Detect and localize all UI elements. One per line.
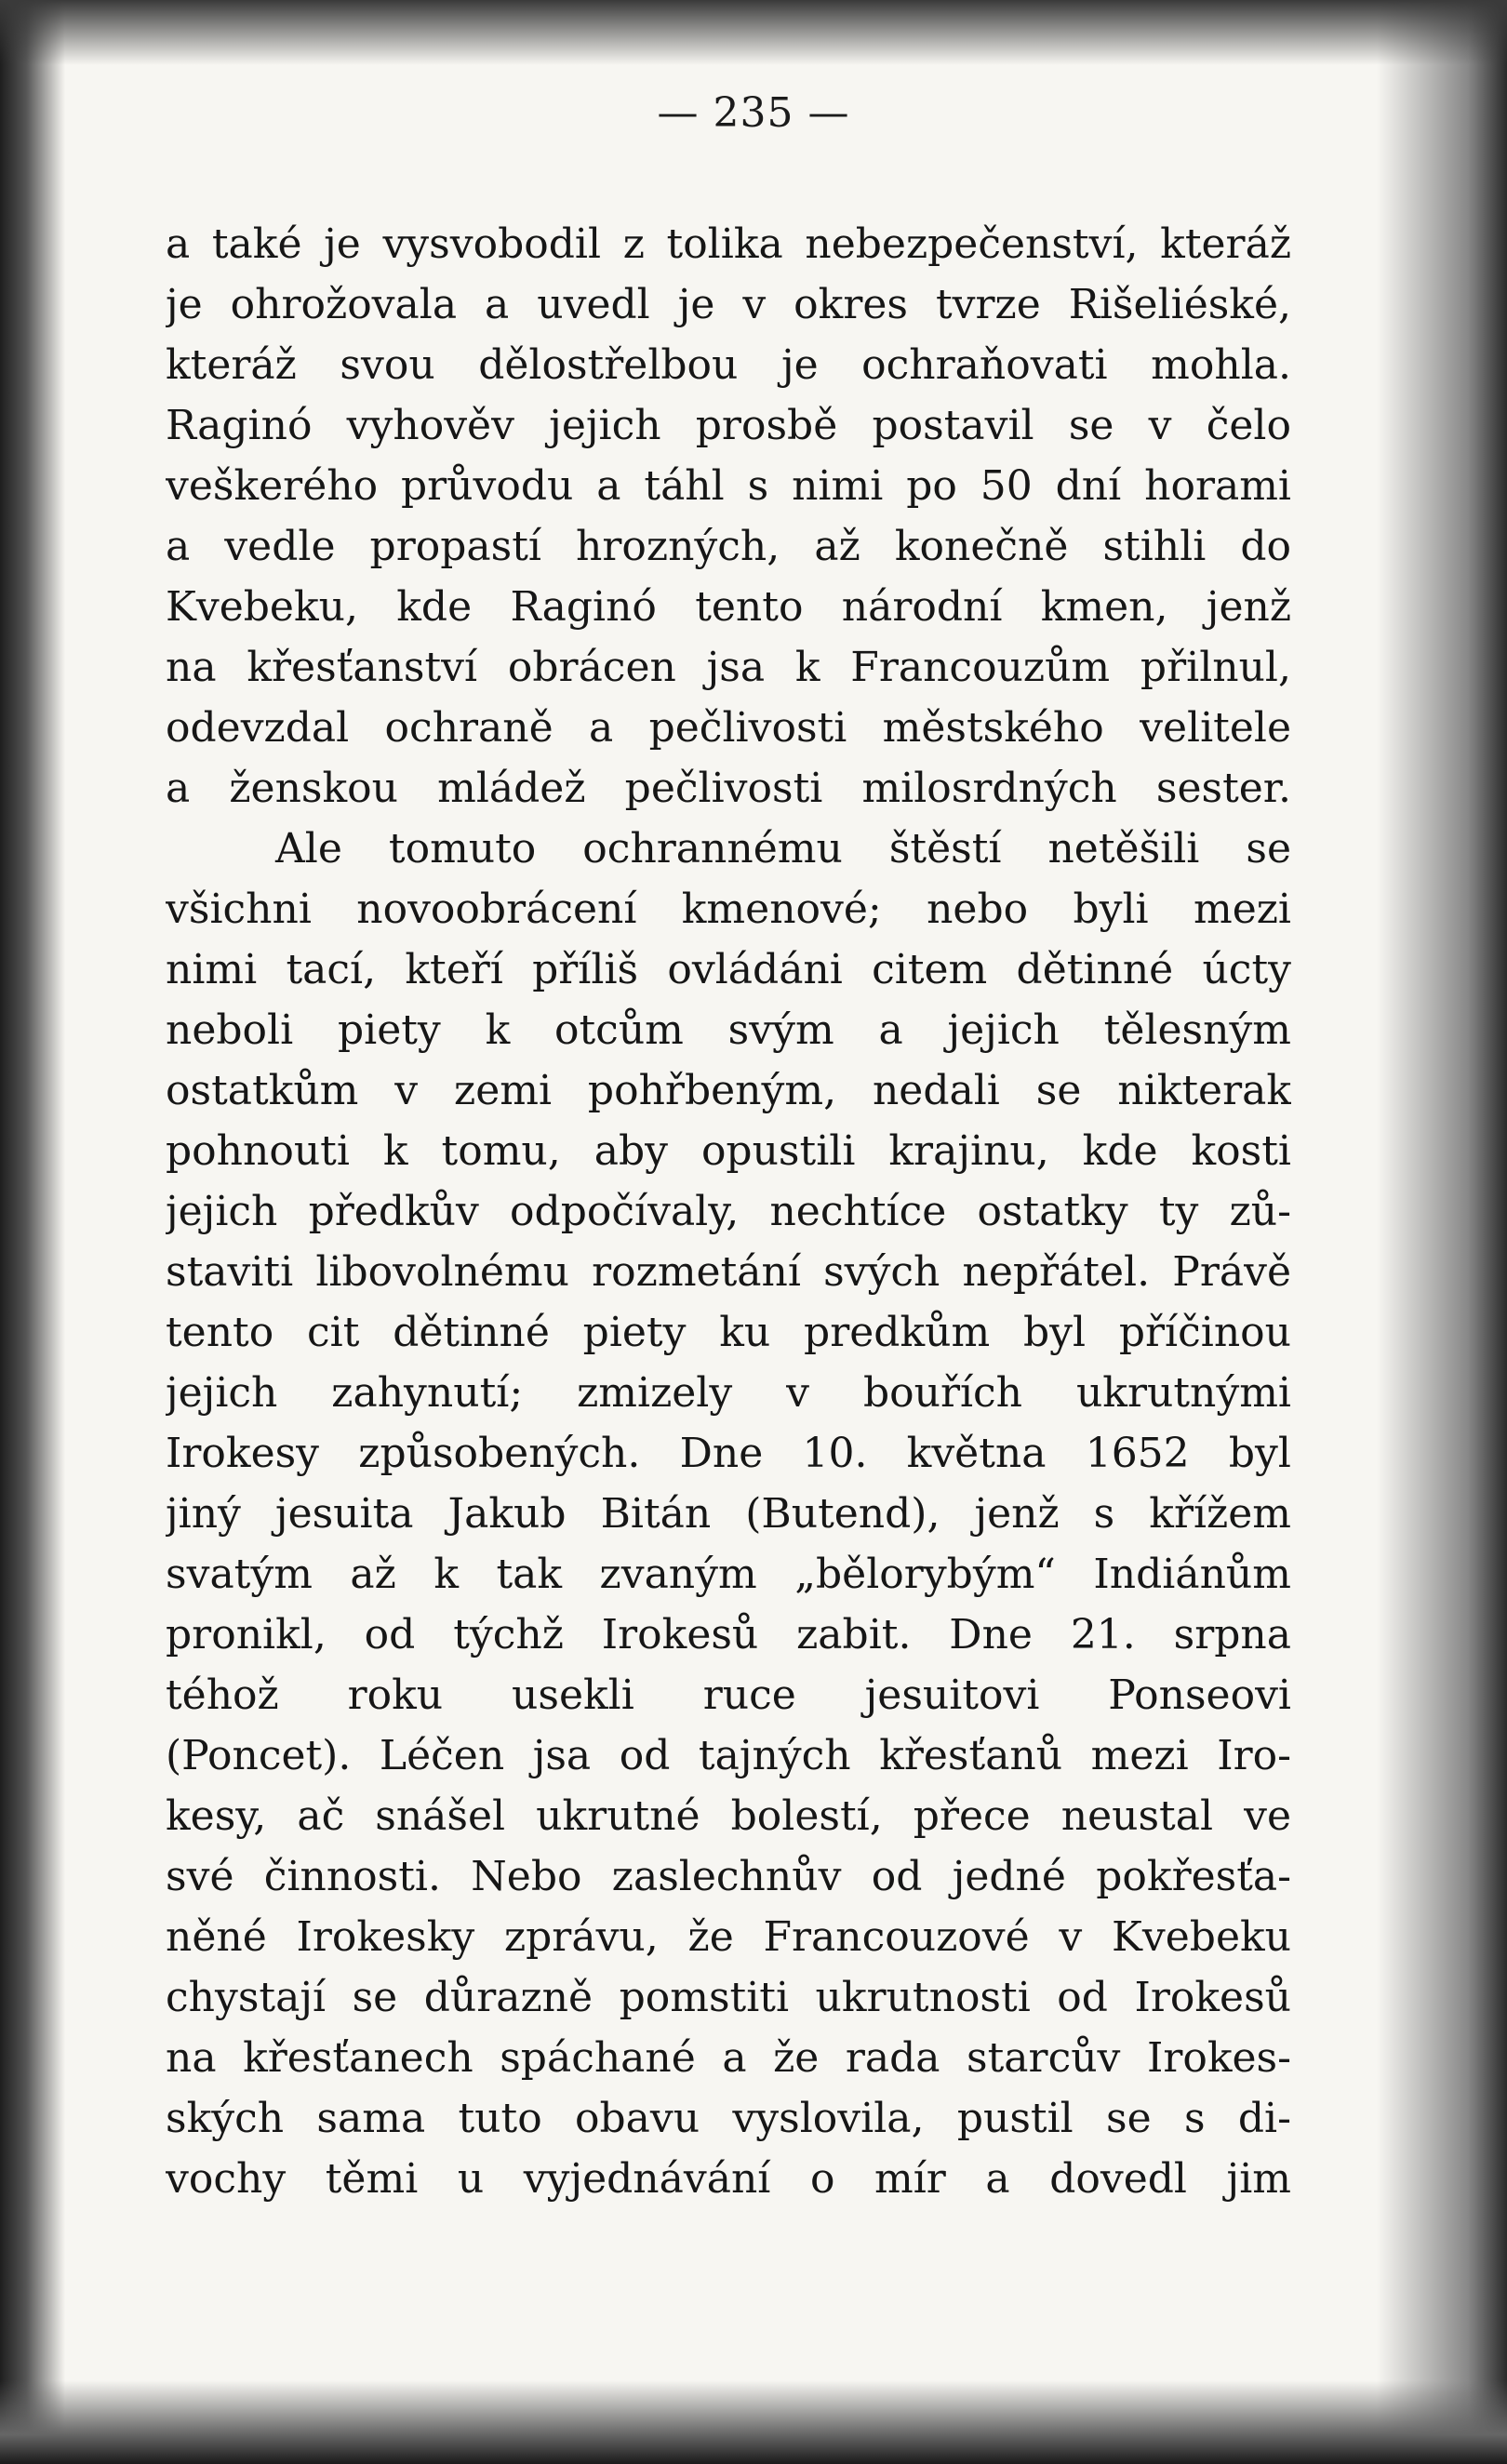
scan-edge-right [1377,0,1507,2464]
text-line: pohnouti k tomu, aby opustili krajinu, kde kosti [166,1127,1291,1175]
text-line: veškerého průvodu a táhl s nimi po 50 dní horami [166,462,1291,510]
text-line: odevzdal ochraně a pečlivosti městského velitele [166,704,1291,752]
text-line: a vedle propastí hrozných, až konečně stihli do [166,523,1291,570]
text-line: tento cit dětinné piety ku predkům byl příčinou [166,1309,1291,1356]
text-line: jejich předkův odpočívaly, nechtíce ostatky ty zů- [166,1188,1291,1235]
text-line: jejich zahynutí; zmizely v bouřích ukrutnými [166,1369,1291,1417]
text-line: ských sama tuto obavu vyslovila, pustil se s di- [166,2095,1291,2142]
text-line: jiný jesuita Jakub Bitán (Butend), jenž s křížem [166,1490,1291,1538]
text-line: své činnosti. Nebo zaslechnův od jedné pokřesťa- [166,1853,1291,1900]
body-text [166,214,1291,2209]
text-line: Raginó vyhověv jejich prosbě postavil se v čelo [166,402,1291,449]
text-line: (Poncet). Léčen jsa od tajných křesťanů mezi Iro- [166,1732,1291,1779]
text-line: a také je vysvobodil z tolika nebezpečenství, kteráž [166,220,1291,268]
scan-edge-top [0,0,1507,65]
text-line: na křesťanech spáchané a že rada starcův Irokes- [166,2034,1291,2082]
text-line: nimi tací, kteří příliš ovládáni citem dětinné úcty [166,946,1291,993]
text-line: na křesťanství obrácen jsa k Francouzům přilnul, [166,644,1291,691]
text-line: vochy těmi u vyjednávání o mír a dovedl jim [166,2155,1291,2203]
text-line: pronikl, od týchž Irokesů zabit. Dne 21. srpna [166,1611,1291,1658]
scan-edge-left [0,0,65,2464]
text-line: Irokesy způsobených. Dne 10. května 1652 byl [166,1430,1291,1477]
text-line: neboli piety k otcům svým a jejich tělesným [166,1006,1291,1054]
text-line: svatým až k tak zvaným „bělorybým“ Indiánům [166,1551,1291,1598]
text-line: chystají se důrazně pomstiti ukrutnosti od Irokesů [166,1974,1291,2021]
text-line: něné Irokesky zprávu, že Francouzové v Kvebeku [166,1913,1291,1961]
text-line: kesy, ač snášel ukrutné bolestí, přece neustal ve [166,1792,1291,1840]
text-line: kteráž svou dělostřelbou je ochraňovati mohla. [166,341,1291,389]
text-line: a ženskou mládež pečlivosti milosrdných sester. [166,765,1291,812]
text-line: téhož roku usekli ruce jesuitovi Ponseovi [166,1672,1291,1719]
scan-edge-bottom [0,2380,1507,2464]
text-line: všichni novoobrácení kmenové; nebo byli mezi [166,886,1291,933]
text-line: staviti libovolnému rozmetání svých nepřátel. Právě [166,1248,1291,1296]
page-number: — 235 — [657,89,850,137]
text-line: Kvebeku, kde Raginó tento národní kmen, jenž [166,583,1291,631]
text-line: je ohrožovala a uvedl je v okres tvrze Rišeliéské, [166,281,1291,328]
paragraph-start-line: Ale tomuto ochrannému štěstí netěšili se [275,825,1291,872]
text-line: ostatkům v zemi pohřbeným, nedali se nikterak [166,1067,1291,1114]
